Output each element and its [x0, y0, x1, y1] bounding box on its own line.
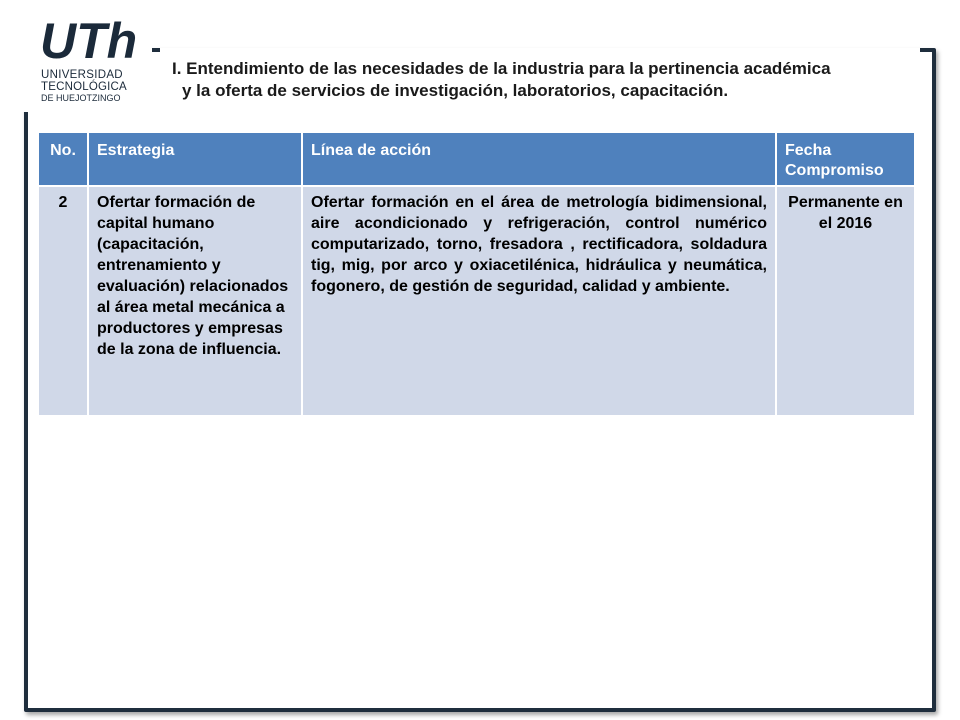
logo-line-3: DE HUEJOTZINGO — [41, 93, 121, 103]
table-header-row — [38, 132, 915, 186]
logo-line-2: TECNOLÓGICA — [41, 81, 127, 93]
cell-fecha-compromiso: Permanente en el 2016 — [776, 186, 915, 416]
logo-mark: UTh — [40, 13, 138, 69]
strategy-table — [37, 131, 916, 417]
cell-no: 2 — [38, 186, 88, 416]
page-title — [172, 58, 912, 102]
logo-line-1: UNIVERSIDAD — [41, 69, 123, 81]
title-line-1: I. Entendimiento de las necesidades de la industria para la pertinencia académica — [172, 59, 831, 78]
table-row — [38, 186, 915, 416]
cell-linea-accion: Ofertar formación en el área de metrología bidimensional, aire acondicionado y refrigeración, control numérico computarizado, torno, fresadora , rectificadora, soldadura tig, mig, por arco y oxiacetilénica, hidráulica y neumática, fogonero, de gestión de seguridad, calidad y ambiente. — [302, 186, 776, 416]
uth-logo-icon — [0, 0, 152, 112]
header-no: No. — [38, 132, 88, 186]
header-fecha-compromiso: Fecha Compromiso — [776, 132, 915, 186]
title-line-2: y la oferta de servicios de investigación, laboratorios, capacitación. — [182, 81, 729, 100]
header-linea-accion: Línea de acción — [302, 132, 776, 186]
header-estrategia: Estrategia — [88, 132, 302, 186]
university-logo — [0, 0, 152, 112]
cell-estrategia: Ofertar formación de capital humano (capacitación, entrenamiento y evaluación) relacionados al área metal mecánica a productores y empresas de la zona de influencia. — [88, 186, 302, 416]
